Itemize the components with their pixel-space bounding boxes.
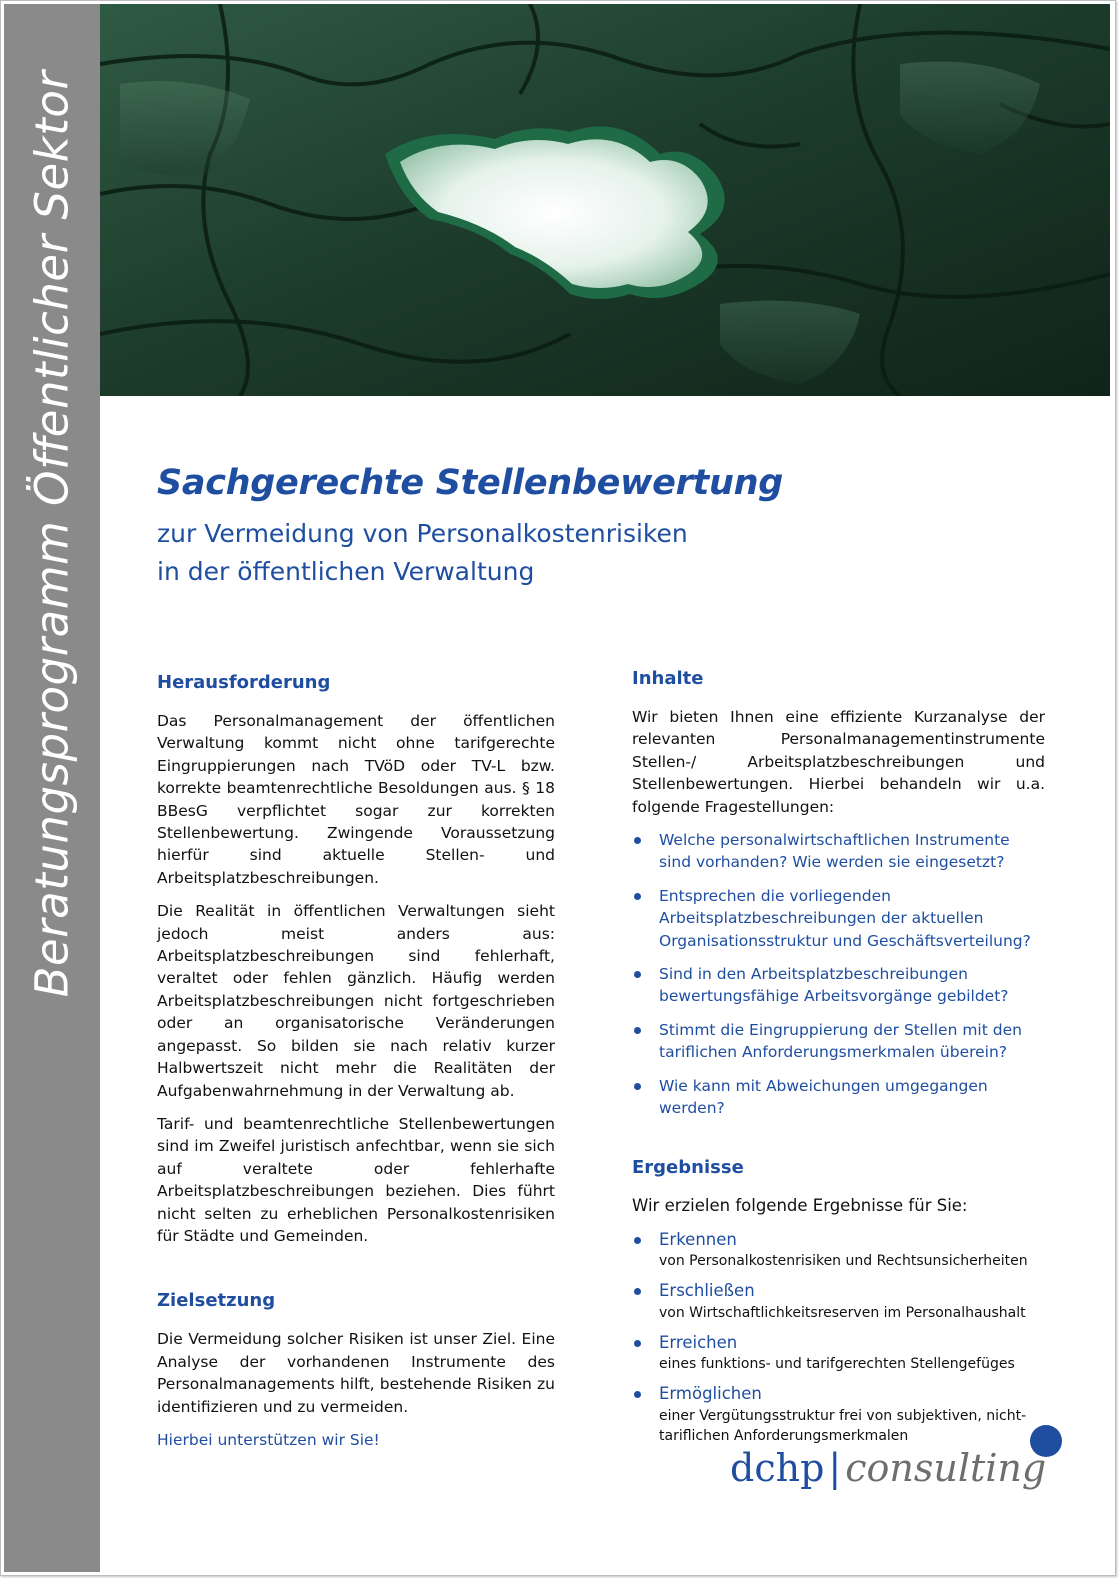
list-item xyxy=(632,885,1045,952)
bullet-icon xyxy=(634,1237,641,1244)
hero-image xyxy=(100,4,1110,396)
question-text: Wie kann mit Abweichungen umgegangen werden? xyxy=(659,1076,988,1118)
bullet-icon xyxy=(634,1027,641,1034)
logo-suffix: consulting xyxy=(845,1446,1047,1490)
results-list xyxy=(632,1229,1045,1446)
result-title: Erschließen xyxy=(659,1281,755,1301)
bullet-icon xyxy=(634,1340,641,1347)
sidebar xyxy=(4,4,100,1572)
list-item xyxy=(632,1280,1045,1322)
subtitle-line-2: in der öffentlichen Verwaltung xyxy=(157,557,535,586)
result-desc: von Personalkostenrisiken und Rechtsunsicherheiten xyxy=(659,1253,1028,1270)
inhalte-intro: Wir bieten Ihnen eine effiziente Kurzanalyse der relevanten Personalmanagementinstrumente Stellen-/ Arbeitsplatzbeschreibungen und Stellenbewertungen. Hierbei behandeln wir u.a. folgende Fragestellungen: xyxy=(632,708,1045,816)
list-item xyxy=(632,963,1045,1008)
list-item xyxy=(632,829,1045,874)
bullet-icon xyxy=(634,893,641,900)
list-item xyxy=(632,1229,1045,1271)
paragraph-3: Tarif- und beamtenrechtliche Stellenbewertungen sind im Zweifel juristisch anfechtbar, wenn sie sich auf veraltete oder fehlerhafte Arbeitsplatzbeschreibungen beziehen. Dies führt nicht selten zu erheblichen Personalkostenrisiken für Städte und Gemeinden. xyxy=(157,1114,555,1245)
bullet-icon xyxy=(634,837,641,844)
subtitle-line-1: zur Vermeidung von Personalkostenrisiken xyxy=(157,519,688,548)
question-text: Sind in den Arbeitsplatzbeschreibungen bewertungsfähige Arbeitsvorgänge gebildet? xyxy=(659,965,1009,1006)
support-line: Hierbei unterstützen wir Sie! xyxy=(157,1430,380,1449)
bullet-icon xyxy=(634,1391,641,1398)
puzzle-image xyxy=(100,4,1110,396)
question-text: Stimmt die Eingruppierung der Stellen mit den tariflichen Anforderungsmerkmalen überein? xyxy=(659,1020,1022,1062)
result-title: Ermöglichen xyxy=(659,1384,762,1404)
bullet-icon xyxy=(634,1083,641,1090)
logo-brand: dchp xyxy=(730,1446,825,1490)
question-text: Welche personalwirtschaftlichen Instrumente sind vorhanden? Wie werden sie eingesetzt? xyxy=(659,831,1010,872)
heading-inhalte: Inhalte xyxy=(632,668,704,689)
result-title: Erreichen xyxy=(659,1332,738,1352)
sidebar-title: Beratungsprogramm Öffentlicher Sektor xyxy=(25,70,79,998)
heading-ergebnisse: Ergebnisse xyxy=(632,1156,744,1178)
question-list xyxy=(632,829,1045,1119)
spacer xyxy=(632,1131,1045,1155)
paragraph-2: Die Realität in öffentlichen Verwaltungen sieht jedoch meist anders aus: Arbeitsplatzbeschreibungen sind fehlerhaft, veraltet oder fehlen gänzlich. Häufig werden Arbeitsplatzbeschreibungen nicht fortgeschrieben oder an organisatorische Veränderungen angepasst. So bilden sie nach relativ kurzer Halbwertszeit nicht mehr die Realitäten der Aufgabenwahrnehmung in der Verwaltung ab. xyxy=(157,902,555,1100)
logo-separator: | xyxy=(828,1446,842,1490)
paragraph-1: Das Personalmanagement der öffentlichen Verwaltung kommt nicht ohne tarifgerechte Eingruppierungen nach TVöD oder TV-L bzw. korrekte beamtenrechtliche Besoldungen aus. § 18 BBesG verpflichtet sogar zur korrekten Stellenbewertung. Zwingende Voraussetzung hierfür sind aktuelle Stellen- und Arbeitsplatzbeschreibungen. xyxy=(157,712,555,887)
spacer xyxy=(157,1258,555,1288)
bullet-icon xyxy=(634,971,641,978)
page-title: Sachgerechte Stellenbewertung xyxy=(157,463,783,503)
result-desc: einer Vergütungsstruktur frei von subjektiven, nicht-tariflichen Anforderungsmerkmalen xyxy=(659,1407,1027,1444)
list-item xyxy=(632,1075,1045,1120)
paragraph-4: Die Vermeidung solcher Risiken ist unser Ziel. Eine Analyse der vorhandenen Instrumente des Personalmanagements hilft, bestehende Risiken zu identifizieren und zu vermeiden. xyxy=(157,1330,555,1416)
result-desc: von Wirtschaftlichkeitsreserven im Personalhaushalt xyxy=(659,1304,1026,1321)
heading-zielsetzung: Zielsetzung xyxy=(157,1290,276,1312)
left-column xyxy=(157,670,555,1451)
bullet-icon xyxy=(634,1288,641,1295)
list-item xyxy=(632,1383,1045,1445)
right-column xyxy=(632,666,1045,1455)
question-text: Entsprechen die vorliegenden Arbeitsplatzbeschreibungen der aktuellen Organisationsstruktur und Geschäftsverteilung? xyxy=(659,886,1031,950)
company-logo xyxy=(730,1446,1046,1490)
result-desc: eines funktions- und tarifgerechten Stellengefüges xyxy=(659,1356,1015,1373)
list-item xyxy=(632,1332,1045,1374)
heading-herausforderung: Herausforderung xyxy=(157,672,331,693)
list-item xyxy=(632,1019,1045,1064)
results-intro: Wir erzielen folgende Ergebnisse für Sie: xyxy=(632,1195,968,1215)
result-title: Erkennen xyxy=(659,1229,737,1249)
page-subtitle xyxy=(157,515,688,591)
